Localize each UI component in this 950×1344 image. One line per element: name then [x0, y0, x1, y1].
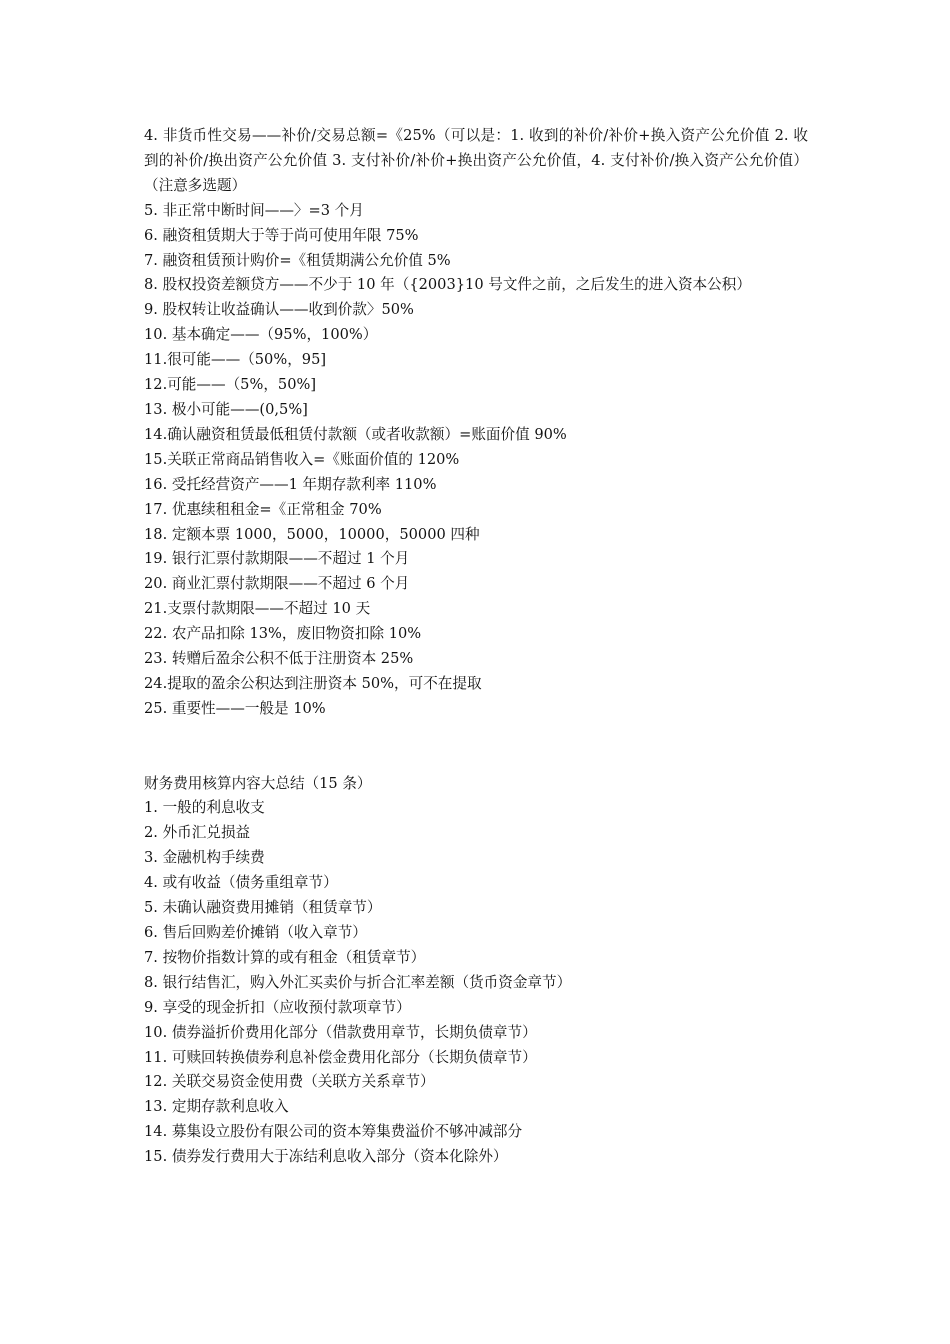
- list-item: 25. 重要性——一般是 10%: [144, 699, 326, 717]
- list-item: 15. 债券发行费用大于冻结利息收入部分（资本化除外）: [144, 1148, 508, 1166]
- document-body: [144, 124, 808, 1170]
- list-item: 7. 按物价指数计算的或有租金（租赁章节）: [144, 948, 426, 966]
- list-item: 3. 金融机构手续费: [144, 849, 265, 867]
- list-item: 16. 受托经营资产——1 年期存款利率 110%: [144, 475, 437, 493]
- list-item: 10. 债券溢折价费用化部分（借款费用章节，长期负债章节）: [144, 1023, 537, 1041]
- section-title: 财务费用核算内容大总结（15 条）: [144, 774, 372, 792]
- list-item: 10. 基本确定——（95%，100%）: [144, 326, 378, 344]
- list-item: 4. 或有收益（债务重组章节）: [144, 874, 338, 892]
- list-item: 24.提取的盈余公积达到注册资本 50%，可不在提取: [144, 674, 482, 692]
- list-item: 12.可能——（5%，50%]: [144, 376, 317, 394]
- list-item: 20. 商业汇票付款期限——不超过 6 个月: [144, 575, 410, 593]
- list-item: 6. 融资租赁期大于等于尚可使用年限 75%: [144, 226, 419, 244]
- list-item: 14.确认融资租赁最低租赁付款额（或者收款额）=账面价值 90%: [144, 425, 567, 443]
- list-item: 15.关联正常商品销售收入=《账面价值的 120%: [144, 450, 460, 468]
- list-item: 5. 非正常中断时间——〉=3 个月: [144, 201, 364, 219]
- list-item: 13. 极小可能——(0,5%]: [144, 400, 308, 418]
- list-item: 19. 银行汇票付款期限——不超过 1 个月: [144, 550, 410, 568]
- list-item: 11. 可赎回转换债券利息补偿金费用化部分（长期负债章节）: [144, 1048, 537, 1066]
- list-item: 21.支票付款期限——不超过 10 天: [144, 600, 371, 618]
- list-item: 4. 非货币性交易——补价/交易总额=《25%（可以是：1. 收到的补价/补价+换入资产公允价值 2. 收到的补价/换出资产公允价值 3. 支付补价/补价+换出资产公允价值，4. 支付补价/换入资产公允价值）（注意多选题）: [144, 127, 808, 194]
- list-item: 22. 农产品扣除 13%，废旧物资扣除 10%: [144, 625, 422, 643]
- list-item: 17. 优惠续租租金=《正常租金 70%: [144, 500, 382, 518]
- list-item: 5. 未确认融资费用摊销（租赁章节）: [144, 899, 382, 917]
- list-item: 14. 募集设立股份有限公司的资本筹集费溢价不够冲减部分: [144, 1123, 523, 1141]
- list-item: 11.很可能——（50%，95]: [144, 351, 327, 369]
- list-item: 2. 外币汇兑损益: [144, 824, 251, 842]
- finance-expense-section: [144, 772, 808, 1171]
- list-item: 7. 融资租赁预计购价=《租赁期满公允价值 5%: [144, 251, 451, 269]
- ratio-list: [144, 124, 808, 722]
- list-item: 9. 股权转让收益确认——收到价款〉50%: [144, 301, 414, 319]
- list-item: 18. 定额本票 1000，5000，10000，50000 四种: [144, 525, 480, 543]
- list-item: 6. 售后回购差价摊销（收入章节）: [144, 923, 367, 941]
- list-item: 23. 转赠后盈余公积不低于注册资本 25%: [144, 650, 414, 668]
- section-gap: [144, 722, 808, 772]
- list-item: 1. 一般的利息收支: [144, 799, 265, 817]
- list-item: 8. 股权投资差额贷方——不少于 10 年（{2003}10 号文件之前，之后发生的进入资本公积）: [144, 276, 751, 294]
- list-item: 12. 关联交易资金使用费（关联方关系章节）: [144, 1073, 435, 1091]
- list-item: 9. 享受的现金折扣（应收预付款项章节）: [144, 998, 411, 1016]
- list-item: 8. 银行结售汇，购入外汇买卖价与折合汇率差额（货币资金章节）: [144, 973, 572, 991]
- list-item: 13. 定期存款利息收入: [144, 1098, 289, 1116]
